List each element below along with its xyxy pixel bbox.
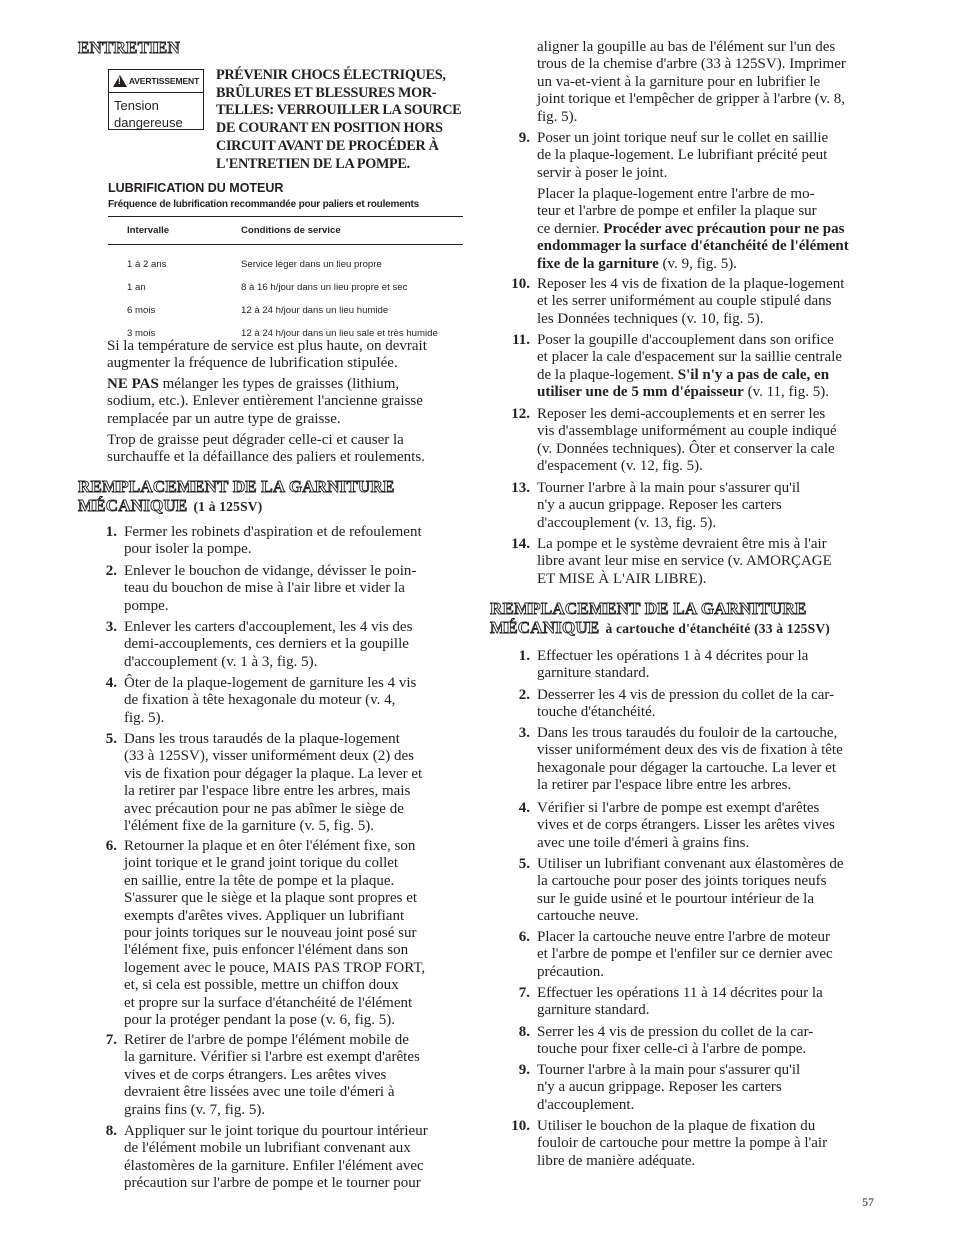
bold-text: NE PAS	[107, 376, 159, 392]
text-line: Si la température de service est plus haute, on devrait	[107, 338, 427, 354]
text-line: en saillie, entre la tête de pompe et la plaque.	[124, 872, 395, 889]
step-text	[124, 563, 468, 615]
step-number: 5.	[518, 856, 530, 872]
paragraph-too-much-grease	[107, 432, 467, 467]
text-line: aligner la goupille au bas de l'élément sur l'un des	[537, 39, 836, 55]
text-line: touche d'étanchéité.	[537, 704, 656, 721]
step-number: 3.	[105, 619, 117, 635]
table-cell: 8 à 16 h/jour dans un lieu propre et sec	[241, 282, 408, 293]
table-header-row	[108, 217, 463, 245]
text-line: vives et de corps étrangers. Lisser les arêtes vives	[537, 817, 835, 834]
heading-subtitle: (1 à 125SV)	[193, 499, 263, 514]
text-line: ET MISE À L'AIR LIBRE).	[537, 570, 707, 587]
text-line: S'assurer que le siège et la plaque sont propres et	[124, 890, 418, 907]
text-line: trous de la chemise d'arbre (33 à 125SV). Imprimer	[537, 56, 846, 73]
step-text	[537, 929, 883, 981]
text-line: (v. 11, fig. 5).	[743, 384, 829, 401]
text-line: Tourner l'arbre à la main pour s'assurer qu'il	[537, 480, 801, 496]
text-line: La pompe et le système devraient être mis à l'air	[537, 536, 827, 552]
text-line: de la plaque-logement.	[537, 366, 678, 383]
text-line: et l'arbre de pompe et l'enfiler sur ce dernier avec	[537, 946, 833, 963]
text-line: visser uniformément deux des vis de fixation à tête	[537, 742, 843, 759]
heading-subtitle: à cartouche d'étanchéité (33 à 125SV)	[605, 621, 830, 636]
step-text	[537, 1118, 883, 1170]
table-cell: 12 à 24 h/jour dans un lieu humide	[241, 305, 389, 316]
text-line: précaution.	[537, 963, 605, 980]
text-line: (33 à 125SV), visser uniformément deux (2) des	[124, 748, 414, 765]
step-number: 11.	[512, 332, 530, 348]
step-number: 12.	[511, 406, 530, 422]
step-number: 4.	[105, 675, 117, 691]
step8-continued	[537, 39, 882, 126]
step-text	[124, 524, 468, 559]
text-line: Enlever les carters d'accouplement, les 4 vis des	[124, 619, 413, 635]
text-line: fig. 5).	[124, 709, 165, 726]
text-line: Enlever le bouchon de vidange, dévisser le poin-	[124, 563, 417, 579]
text-line: la retirer par l'espace libre entre les arbres.	[537, 777, 792, 794]
text-line: cartouche neuve.	[537, 908, 639, 925]
text-line: Dans les trous taraudés du fouloir de la cartouche,	[537, 725, 838, 741]
text-line: remplacée par un autre type de graisse.	[107, 410, 341, 427]
bold-text: S'il n'y a pas de cale, en	[677, 366, 830, 383]
text-line: d'accouplement.	[537, 1096, 635, 1113]
table-row	[108, 276, 463, 299]
text-line: Retourner la plaque et en ôter l'élément fixe, son	[124, 838, 416, 854]
text-line: Utiliser le bouchon de la plaque de fixation du	[537, 1118, 816, 1134]
warning-line: CIRCUIT AVANT DE PROCÉDER À	[216, 137, 439, 154]
warning-box-line: Tension	[114, 98, 159, 113]
text-line: Dans les trous taraudés de la plaque-logement	[124, 731, 400, 747]
step-number: 7.	[105, 1032, 117, 1048]
text-line: Utiliser un lubrifiant convenant aux élastomères de	[537, 856, 844, 872]
text-line: d'accouplement (v. 13, fig. 5).	[537, 514, 717, 531]
text-line: Tourner l'arbre à la main pour s'assurer qu'il	[537, 1062, 801, 1078]
step-text	[537, 856, 883, 926]
text-line: et propre sur la surface d'étanchéité de l'élément	[124, 994, 413, 1011]
heading-line: REMPLACEMENT DE LA GARNITURE	[78, 477, 395, 496]
warning-triangle-icon: !	[113, 75, 127, 87]
text-line: d'accouplement (v. 1 à 3, fig. 5).	[124, 653, 318, 670]
warning-message	[216, 67, 466, 173]
text-line: Fermer les robinets d'aspiration et de refoulement	[124, 524, 422, 540]
step-number: 10.	[511, 276, 530, 292]
text-line: Retirer de l'arbre de pompe l'élément mobile de	[124, 1032, 409, 1048]
text-line: joint torique et le grand joint torique du collet	[124, 855, 399, 872]
text-line: vives et de corps étrangers. Les arêtes vives	[124, 1066, 387, 1083]
bold-text: endommager la surface d'étanchéité de l'élément	[537, 238, 849, 255]
text-line: exempts d'arêtes vives. Appliquer un lubrifiant	[124, 907, 405, 924]
text-line: n'y a aucun grippage. Reposer les carters	[537, 1079, 782, 1096]
text-line: logement avec le pouce, MAIS PAS TROP FORT,	[124, 959, 426, 976]
step-text	[537, 332, 883, 402]
text-line: n'y a aucun grippage. Reposer les carters	[537, 497, 782, 514]
table-cell: 1 à 2 ans	[127, 259, 167, 270]
text-line: (v. 9, fig. 5).	[658, 255, 737, 272]
text-line: avec une toile d'émeri à grains fins.	[537, 834, 750, 851]
step-number: 8.	[105, 1123, 117, 1139]
paragraph-temperature	[107, 338, 467, 373]
step-number: 3.	[518, 725, 530, 741]
text-line: avec précaution pour ne pas abîmer le siège de	[124, 800, 404, 817]
table-cell: 6 mois	[127, 305, 156, 316]
step-number: 2.	[518, 687, 530, 703]
table-cell: 12 à 24 h/jour dans un lieu sale et très humide	[241, 328, 438, 339]
text-line: touche pour fixer celle-ci à l'arbre de pompe.	[537, 1041, 807, 1058]
warning-line: L'ENTRETIEN DE LA POMPE.	[216, 155, 410, 172]
text-line: Placer la plaque-logement entre l'arbre de mo-	[537, 186, 815, 202]
text-line: vis d'assemblage uniformément au couple indiqué	[537, 423, 837, 440]
text-line: pour la protéger pendant la pose (v. 6, fig. 5).	[124, 1012, 396, 1029]
lubrication-title: LUBRIFICATION DU MOTEUR	[108, 181, 284, 195]
warning-box-text	[109, 93, 203, 131]
text-line: et placer la cale d'espacement sur la saillie centrale	[537, 349, 843, 366]
text-line: libre de manière adéquate.	[537, 1152, 696, 1169]
step-number: 8.	[518, 1024, 530, 1040]
text-line: un va-et-vient à la garniture pour en lubrifier le	[537, 73, 821, 90]
column-header: Conditions de service	[240, 217, 463, 245]
table-row	[108, 253, 463, 276]
text-line: garniture standard.	[537, 1002, 650, 1019]
text-line: demi-accouplements, ces derniers et la goupille	[124, 636, 409, 653]
step-number: 4.	[518, 800, 530, 816]
text-line: devraient être lissées avec une toile d'émeri à	[124, 1084, 395, 1101]
warning-line: DE COURANT EN POSITION HORS	[216, 120, 443, 137]
table-row	[108, 299, 463, 322]
step-text	[124, 1123, 468, 1193]
text-line: Trop de graisse peut dégrader celle-ci et causer la	[107, 432, 404, 448]
step-text	[124, 675, 468, 727]
text-line: Effectuer les opérations 1 à 4 décrites pour la	[537, 648, 809, 664]
step-text	[537, 186, 883, 273]
step-text	[537, 1062, 883, 1114]
text-line: la cartouche pour poser des joints toriques neufs	[537, 873, 827, 890]
heading-line: REMPLACEMENT DE LA GARNITURE	[490, 599, 807, 618]
text-line: Poser la goupille d'accouplement dans son orifice	[537, 332, 834, 348]
step-number: 1.	[105, 524, 117, 540]
page-number: 57	[862, 1195, 874, 1209]
step-text	[537, 406, 883, 476]
step-number: 13.	[511, 480, 530, 496]
text-line: joint torique et l'empêcher de gripper à l'arbre (v. 8,	[537, 91, 846, 108]
text-line: sodium, etc.). Enlever entièrement l'ancienne graisse	[107, 393, 423, 410]
text-line: ce dernier.	[537, 220, 604, 237]
text-line: garniture standard.	[537, 665, 650, 682]
text-line: Serrer les 4 vis de pression du collet de la car-	[537, 1024, 814, 1040]
section-heading-garniture	[78, 477, 468, 516]
paragraph-grease	[107, 376, 467, 428]
section-heading-cartouche	[490, 599, 880, 638]
text-line: Reposer les demi-accouplements et en serrer les	[537, 406, 826, 422]
table-cell: 3 mois	[127, 328, 156, 339]
step-text	[537, 130, 883, 182]
bold-text: fixe de la garniture	[537, 255, 659, 272]
text-line: (v. Données techniques). Ôter et conserver la cale	[537, 440, 835, 457]
warning-label	[109, 70, 203, 93]
bold-text: Procéder avec précaution pour ne pas	[603, 220, 845, 237]
text-line: fig. 5).	[537, 108, 578, 125]
text-line: Poser un joint torique neuf sur le collet en saillie	[537, 130, 829, 146]
text-line: l'élément fixe de la garniture (v. 5, fig. 5).	[124, 818, 374, 835]
text-line: de l'élément mobile un lubrifiant convenant aux	[124, 1140, 411, 1157]
heading-line: MÉCANIQUE	[78, 496, 188, 515]
heading-line: MÉCANIQUE	[490, 618, 600, 637]
text-line: hexagonale pour dégager la cartouche. La lever et	[537, 759, 837, 776]
bold-text: utiliser une de 5 mm d'épaisseur	[537, 384, 744, 401]
text-line: pour isoler la pompe.	[124, 541, 252, 558]
table-cell: 1 an	[127, 282, 146, 293]
text-line: l'élément fixe, puis enfoncer l'élément dans son	[124, 942, 409, 959]
text-line: la garniture. Vérifier si l'arbre est exempt d'arêtes	[124, 1049, 420, 1066]
text-line: Reposer les 4 vis de fixation de la plaque-logement	[537, 276, 845, 292]
text-line: élastomères de la garniture. Enfiler l'élément avec	[124, 1157, 424, 1174]
section-heading-entretien: ENTRETIEN	[78, 38, 180, 57]
column-header: Intervalle	[108, 217, 240, 245]
text-line: les Données techniques (v. 10, fig. 5).	[537, 310, 764, 327]
text-line: teur et l'arbre de pompe et enfiler la plaque sur	[537, 203, 817, 220]
text-line: mélanger les types de graisses (lithium,	[158, 376, 400, 392]
text-line: sur le guide usiné et le pourtour intérieur de la	[537, 890, 814, 907]
step-number: 10.	[511, 1118, 530, 1134]
text-line: la retirer par l'espace libre entre les arbres, mais	[124, 783, 411, 800]
text-line: grains fins (v. 7, fig. 5).	[124, 1101, 266, 1118]
step-text	[124, 838, 468, 1029]
step-text	[537, 480, 883, 532]
step-number: 6.	[518, 929, 530, 945]
step-text	[537, 985, 883, 1020]
warning-box	[108, 69, 204, 130]
step-number: 7.	[518, 985, 530, 1001]
step-text	[124, 619, 468, 671]
text-line: de fixation à tête hexagonale du moteur (v. 4,	[124, 692, 396, 709]
lubrication-subtitle: Fréquence de lubrification recommandée pour paliers et roulements	[108, 199, 419, 210]
lubrication-table	[108, 216, 463, 345]
warning-box-line: dangereuse	[114, 115, 183, 130]
step-text	[537, 800, 883, 852]
text-line: Placer la cartouche neuve entre l'arbre de moteur	[537, 929, 830, 945]
step-text	[537, 1024, 883, 1059]
text-line: servir à poser le joint.	[537, 164, 668, 181]
text-line: précaution sur l'arbre de pompe et le tourner pour	[124, 1175, 421, 1192]
step-text	[537, 725, 883, 795]
step-text	[537, 536, 883, 588]
warning-line: TELLES: VERROUILLER LA SOURCE	[216, 102, 462, 119]
text-line: Desserrer les 4 vis de pression du collet de la car-	[537, 687, 835, 703]
step-number: 6.	[105, 838, 117, 854]
step-number: 9.	[518, 130, 530, 146]
step-text	[124, 731, 468, 835]
step-number: 14.	[511, 536, 530, 552]
step-number: 5.	[105, 731, 117, 747]
step-text	[124, 1032, 468, 1119]
text-line: augmenter la fréquence de lubrification stipulée.	[107, 355, 398, 372]
text-line: surchauffe et la défaillance des paliers et roulements.	[107, 449, 425, 466]
step-number: 1.	[518, 648, 530, 664]
text-line: et les serrer uniformément au couple stipulé dans	[537, 293, 832, 310]
text-line: teau du bouchon de mise à l'air libre et vider la	[124, 580, 405, 597]
table-cell: Service léger dans un lieu propre	[241, 259, 382, 270]
warning-line: PRÉVENIR CHOCS ÉLECTRIQUES,	[216, 67, 446, 83]
text-line: libre avant leur mise en service (v. AMORÇAGE	[537, 553, 832, 570]
text-line: pour joints toriques sur le nouveau joint posé sur	[124, 925, 417, 942]
text-line: Appliquer sur le joint torique du pourtour intérieur	[124, 1123, 428, 1139]
step-text	[537, 648, 883, 683]
text-line: vis de fixation pour dégager la plaque. La lever et	[124, 765, 423, 782]
text-line: fouloir de cartouche pour mettre la pompe à l'air	[537, 1135, 828, 1152]
text-line: Ôter de la plaque-logement de garniture les 4 vis	[124, 675, 417, 691]
warning-label-text: AVERTISSEMENT	[128, 76, 200, 86]
warning-line: BRÛLURES ET BLESSURES MOR-	[216, 84, 437, 101]
step-text	[537, 276, 883, 328]
step-text	[537, 687, 883, 722]
text-line: d'espacement (v. 12, fig. 5).	[537, 458, 703, 475]
text-line: et, si cela est possible, mettre un chiffon doux	[124, 977, 399, 994]
step-number: 2.	[105, 563, 117, 579]
text-line: Effectuer les opérations 11 à 14 décrites pour la	[537, 985, 823, 1001]
text-line: de la plaque-logement. Le lubrifiant précité peut	[537, 147, 828, 164]
step-number: 9.	[518, 1062, 530, 1078]
text-line: Vérifier si l'arbre de pompe est exempt d'arêtes	[537, 800, 820, 816]
text-line: pompe.	[124, 597, 169, 614]
